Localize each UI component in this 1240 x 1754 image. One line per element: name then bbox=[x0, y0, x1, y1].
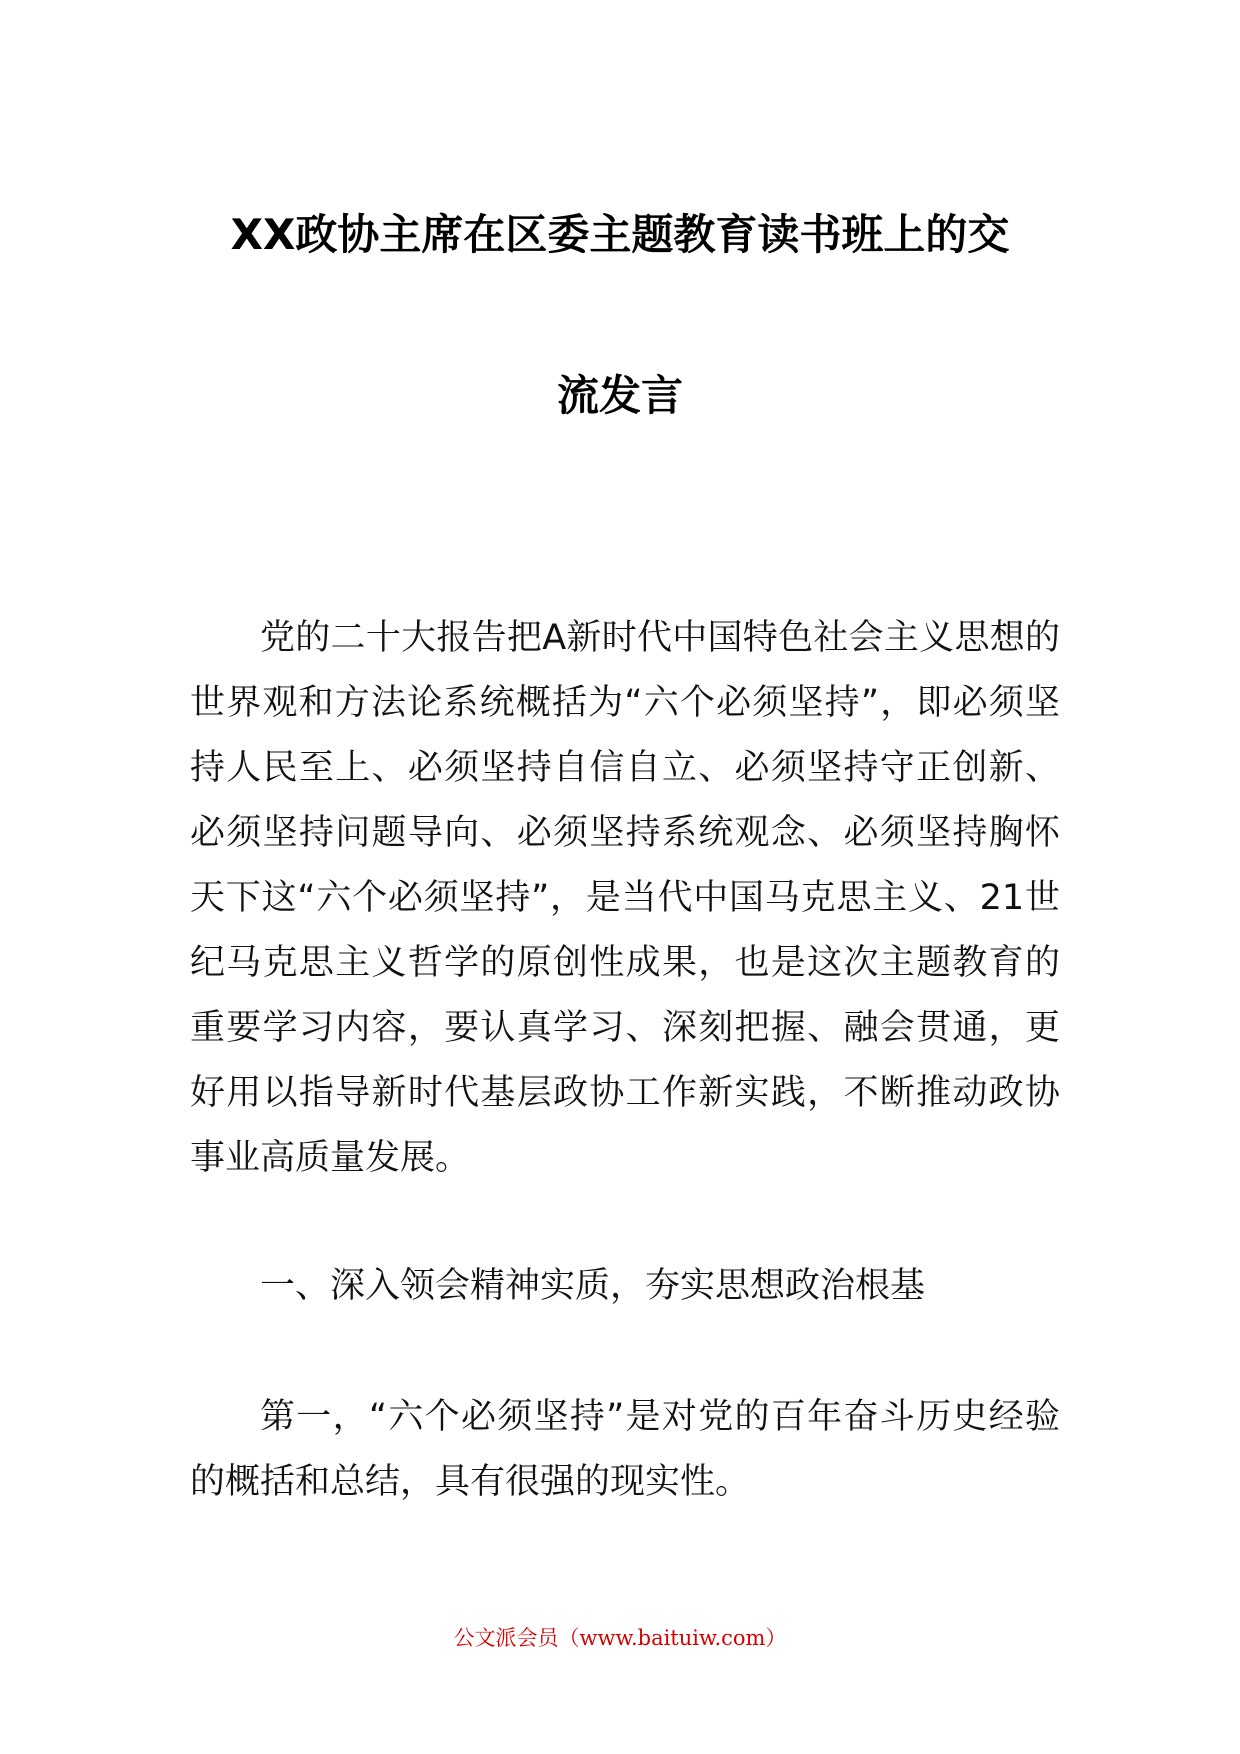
document-title-line-1: XX政协主席在区委主题教育读书班上的交 bbox=[230, 210, 1010, 259]
first-point-paragraph: 第一，“六个必须坚持”是对党的百年奋斗历史经验的概括和总结，具有很强的现实性。 bbox=[190, 1397, 1060, 1502]
intro-paragraph: 党的二十大报告把A新时代中国特色社会主义思想的世界观和方法论系统概括为“六个必须坚持”，即必须坚持人民至上、必须坚持自信自立、必须坚持守正创新、必须坚持问题导向、必须坚持系统观念、必须坚持胸怀天下这“六个必须坚持”，是当代中国马克思主义、21世纪马克思主义哲学的原创性成果，也是这次主题教育的重要学习内容，要认真学习、深刻把握、融会贯通，更好用以指导新时代基层政协工作新实践，不断推动政协事业高质量发展。 bbox=[190, 618, 1060, 1178]
footer-watermark: 公文派会员（www.baituiw.com） bbox=[453, 1626, 787, 1650]
section-heading: 一、深入领会精神实质，夯实思想政治根基 bbox=[260, 1266, 926, 1306]
document-title-line-2: 流发言 bbox=[556, 371, 683, 420]
